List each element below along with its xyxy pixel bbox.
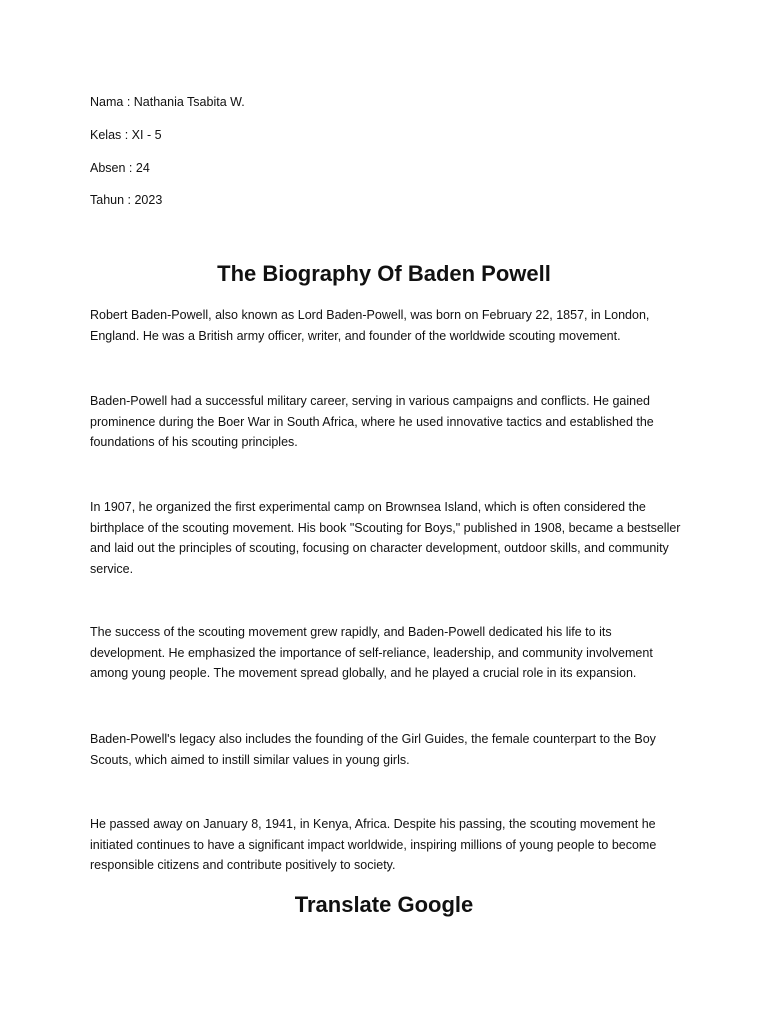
- paragraph-4: The success of the scouting movement grew rapidly, and Baden-Powell dedicated his life to its development. He emphasized the importance of self-reliance, leadership, and community involvement among young people. The movement spread globally, and he played a crucial role in its expansion.: [90, 625, 653, 680]
- student-number: Absen : 24: [90, 161, 150, 175]
- paragraph-6: He passed away on January 8, 1941, in Kenya, Africa. Despite his passing, the scouting movement he initiated continues to have a significant impact worldwide, inspiring millions of young people to become responsible citizens and contribute positively to society.: [90, 817, 657, 872]
- section-heading: Translate Google: [294, 892, 474, 917]
- student-name: Nama : Nathania Tsabita W.: [90, 95, 245, 109]
- page-title: The Biography Of Baden Powell: [217, 261, 551, 286]
- paragraph-5: Baden-Powell's legacy also includes the founding of the Girl Guides, the female counterpart to the Boy Scouts, which aimed to instill similar values in young girls.: [90, 732, 656, 767]
- paragraph-2: Baden-Powell had a successful military career, serving in various campaigns and conflicts. He gained prominence during the Boer War in South Africa, where he used innovative tactics and established the foundations of his scouting principles.: [90, 394, 654, 449]
- paragraph-3: In 1907, he organized the first experimental camp on Brownsea Island, which is often considered the birthplace of the scouting movement. His book "Scouting for Boys," published in 1908, became a bestseller and laid out the principles of scouting, focusing on character development, outdoor skills, and community service.: [90, 500, 681, 576]
- student-class: Kelas : XI - 5: [90, 128, 162, 142]
- paragraph-1: Robert Baden-Powell, also known as Lord Baden-Powell, was born on February 22, 1857, in London, England. He was a British army officer, writer, and founder of the worldwide scouting movement.: [90, 308, 650, 343]
- year: Tahun : 2023: [90, 193, 163, 207]
